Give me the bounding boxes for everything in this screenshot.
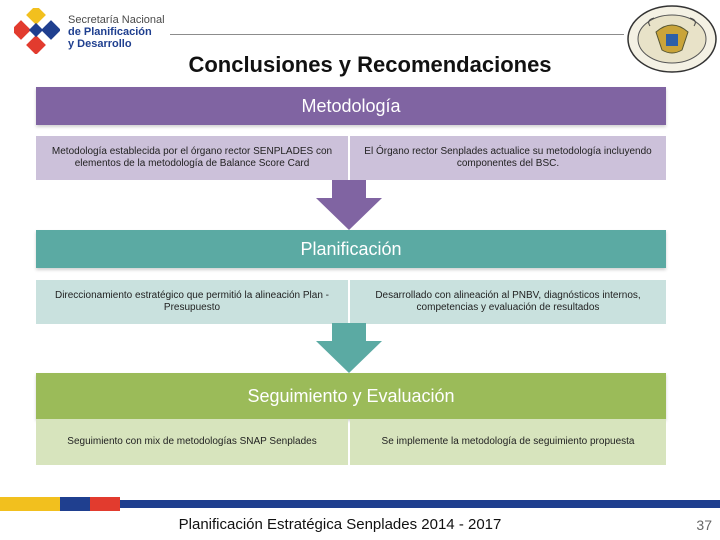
footer-text: Planificación Estratégica Senplades 2014 - 2017: [178, 516, 502, 533]
recommendation-metodologia: El Órgano rector Senplades actualice su metodología incluyendo componentes del BSC.: [350, 136, 666, 180]
org-name-line3: y Desarrollo: [68, 38, 132, 50]
header-divider: [170, 34, 624, 35]
page-title: Conclusiones y Recomendaciones: [188, 52, 552, 77]
section-heading-seguimiento: Seguimiento y Evaluación: [36, 373, 666, 419]
down-arrow-icon: [316, 323, 382, 373]
recommendation-seguimiento: Se implemente la metodología de seguimiento propuesta: [350, 419, 666, 465]
conclusion-seguimiento: Seguimiento con mix de metodologías SNAP Senplades: [36, 419, 348, 465]
recommendation-planificacion: Desarrollado con alineación al PNBV, diagnósticos internos, competencias y evaluación de resultados: [350, 280, 666, 324]
institution-seal-icon: [626, 4, 718, 74]
page-number: 37: [696, 517, 712, 533]
org-name-line1: Secretaría Nacional: [68, 14, 165, 26]
senplades-logo-icon: [14, 8, 60, 54]
section-heading-metodologia: Metodología: [36, 87, 666, 125]
org-name-line2: de Planificación: [68, 26, 152, 38]
section-heading-planificacion: Planificación: [36, 230, 666, 268]
down-arrow-icon: [316, 180, 382, 230]
conclusion-planificacion: Direccionamiento estratégico que permitió la alineación Plan - Presupuesto: [36, 280, 348, 324]
conclusion-metodologia: Metodología establecida por el órgano rector SENPLADES con elementos de la metodología de Balance Score Card: [36, 136, 348, 180]
org-name: [68, 14, 165, 50]
footer-color-bar: [0, 497, 720, 511]
